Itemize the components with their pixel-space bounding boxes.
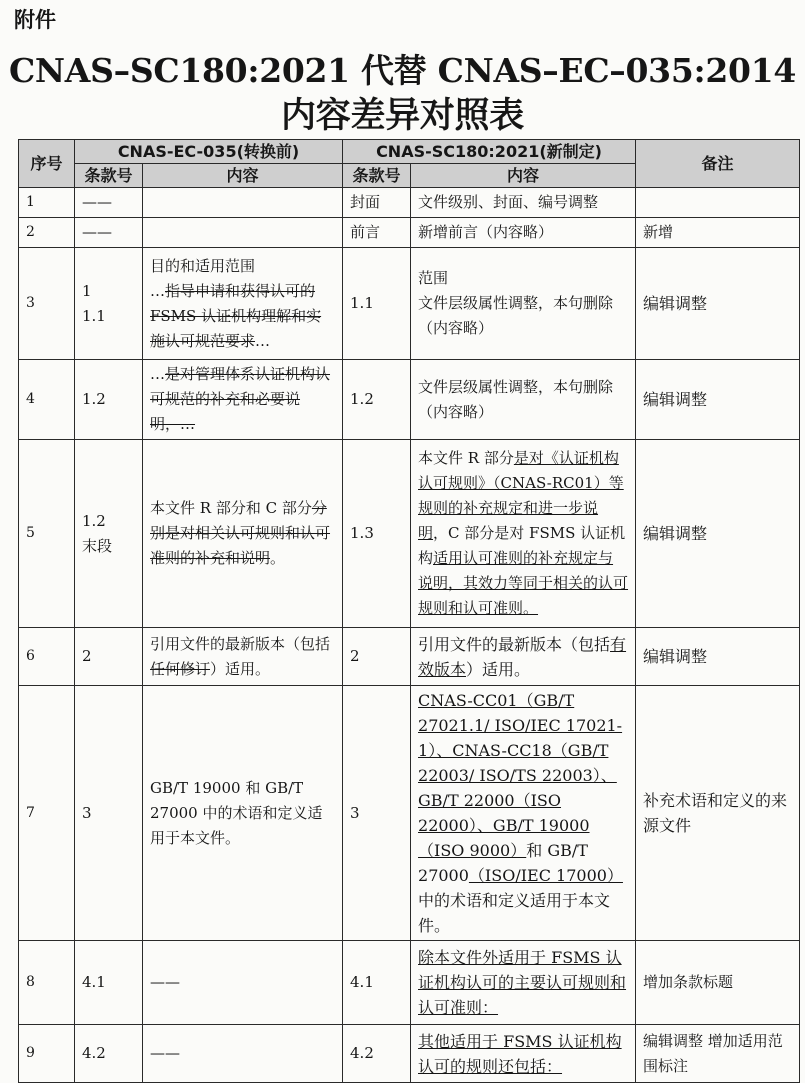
old-clause [75,440,143,628]
header-old-clause: 条款号 [75,164,143,188]
old-content-text: 本文件 R 部分和 C 部分 [150,499,312,517]
old-content-text: … [255,331,271,350]
new-content [411,248,636,360]
deleted-text: 指导申请和获得认可的 FSMS 认证机构理解和实施认可规范要求 [150,281,322,350]
note: 新增 [636,218,800,248]
comparison-table [18,139,800,1083]
row-seq: 3 [19,248,75,360]
new-content [411,1025,636,1083]
note: 编辑调整 [636,360,800,440]
row-seq: 9 [19,1025,75,1083]
new-content-text: ，C 部分是对 FSMS 认证机构 [418,524,626,567]
old-clause: —— [75,218,143,248]
new-content-text: 中的术语和定义适用于本文件。 [418,891,611,935]
new-content [411,440,636,628]
old-content: GB/T 19000 和 GB/T 27000 中的术语和定义适用于本文件。 [143,686,343,941]
table-row [19,188,800,218]
old-content: —— [143,1025,343,1083]
inserted-text: 有效版本 [418,634,627,679]
old-content [143,248,343,360]
note [636,188,800,218]
row-seq: 8 [19,941,75,1025]
old-content [143,440,343,628]
note: 编辑调整 [636,628,800,686]
inserted-text: （ISO/IEC 17000） [468,866,623,885]
row-seq: 7 [19,686,75,941]
old-clause: 4.1 [75,941,143,1025]
header-new-clause: 条款号 [343,164,411,188]
row-seq: 6 [19,628,75,686]
deleted-text: 是对管理体系认证机构认可规范的补充和必要说明， [150,365,331,433]
old-clause-line: 1.1 [82,306,106,325]
header-seq: 序号 [19,140,75,188]
old-clause-line: 1 [82,281,92,300]
table-row [19,248,800,360]
header-new-group: CNAS-SC180:2021(新制定) [343,140,636,164]
old-content-text: … [150,281,165,300]
new-content-text: 文件层级属性调整，本句删除（内容略） [418,294,614,337]
old-content-text: ）适用。 [210,659,271,678]
old-content: —— [143,941,343,1025]
old-content-text: … [150,365,165,383]
old-content [143,188,343,218]
inserted-text: 适用认可准则的补充规定与说明，其效力等同于相关的认可规则和认可准则。 [418,549,629,617]
row-seq: 5 [19,440,75,628]
old-content-heading: 目的和适用范围 [150,256,256,275]
old-content [143,628,343,686]
table-row [19,1025,800,1083]
document-title-line2: 内容差异对照表 [281,95,524,136]
attachment-label: 附件 [14,8,56,32]
new-clause: 1.3 [343,440,411,628]
inserted-text: CNAS-CC01（GB/T 27021.1/ ISO/IEC 17021-1）、CNAS-CC18（GB/T 22003/ ISO/TS 22003）、GB/T 22000（ISO 22000）、GB/T 19000（ISO 9000） [418,691,623,860]
old-clause [75,248,143,360]
document-title-line1: CNAS–SC180:2021 代替 CNAS–EC–035:2014 [8,51,797,90]
new-clause: 3 [343,686,411,941]
inserted-text: 除本文件外适用于 FSMS 认证机构认可的主要认可规则和认可准则： [418,948,627,1017]
old-clause: 2 [75,628,143,686]
new-content [411,628,636,686]
header-new-content: 内容 [411,164,636,188]
table-row [19,628,800,686]
old-clause: 3 [75,686,143,941]
header-old-group: CNAS-EC-035(转换前) [75,140,343,164]
table-row [19,218,800,248]
inserted-text: 是对《认证机构认可规则》（CNAS-RC01）等规则的补充规定和进一步说明 [418,449,624,542]
note: 编辑调整 增加适用范围标注 [636,1025,800,1083]
header-note: 备注 [636,140,800,188]
old-content-text: 引用文件的最新版本（包括 [150,634,331,653]
old-content [143,218,343,248]
row-seq: 1 [19,188,75,218]
old-clause: —— [75,188,143,218]
new-clause: 1.2 [343,360,411,440]
new-content-text: ）适用。 [466,659,531,679]
new-content-text: 引用文件的最新版本（包括 [418,634,611,654]
old-clause-line: 1.2 [82,511,106,530]
row-seq: 4 [19,360,75,440]
new-content: 文件级别、封面、编号调整 [411,188,636,218]
old-content-text: 。 [270,549,286,567]
new-content: 文件层级属性调整，本句删除（内容略） [411,360,636,440]
table-row [19,440,800,628]
old-content [143,360,343,440]
old-clause-line: 末段 [82,536,113,555]
old-clause: 4.2 [75,1025,143,1083]
deleted-text: 任何修订 [150,659,211,678]
table-row [19,686,800,941]
new-content: 新增前言（内容略） [411,218,636,248]
note: 增加条款标题 [636,941,800,1025]
new-clause: 1.1 [343,248,411,360]
note: 编辑调整 [636,248,800,360]
inserted-text: 其他适用于 FSMS 认证机构认可的规则还包括： [418,1031,622,1076]
new-clause: 封面 [343,188,411,218]
deleted-text: 分别是对相关认可规则和认可准则的补充和说明 [150,499,331,567]
new-clause: 2 [343,628,411,686]
new-clause: 前言 [343,218,411,248]
new-content-text: 和 GB/T 27000 [418,841,588,885]
new-content-text: 本文件 R 部分 [418,449,514,467]
table-row [19,941,800,1025]
old-clause: 1.2 [75,360,143,440]
new-content [411,686,636,941]
new-clause: 4.1 [343,941,411,1025]
deleted-text: … [180,415,196,433]
table-row [19,360,800,440]
new-content-heading: 范围 [418,269,449,287]
note: 补充术语和定义的来源文件 [636,686,800,941]
note: 编辑调整 [636,440,800,628]
new-clause: 4.2 [343,1025,411,1083]
row-seq: 2 [19,218,75,248]
new-content [411,941,636,1025]
header-old-content: 内容 [143,164,343,188]
